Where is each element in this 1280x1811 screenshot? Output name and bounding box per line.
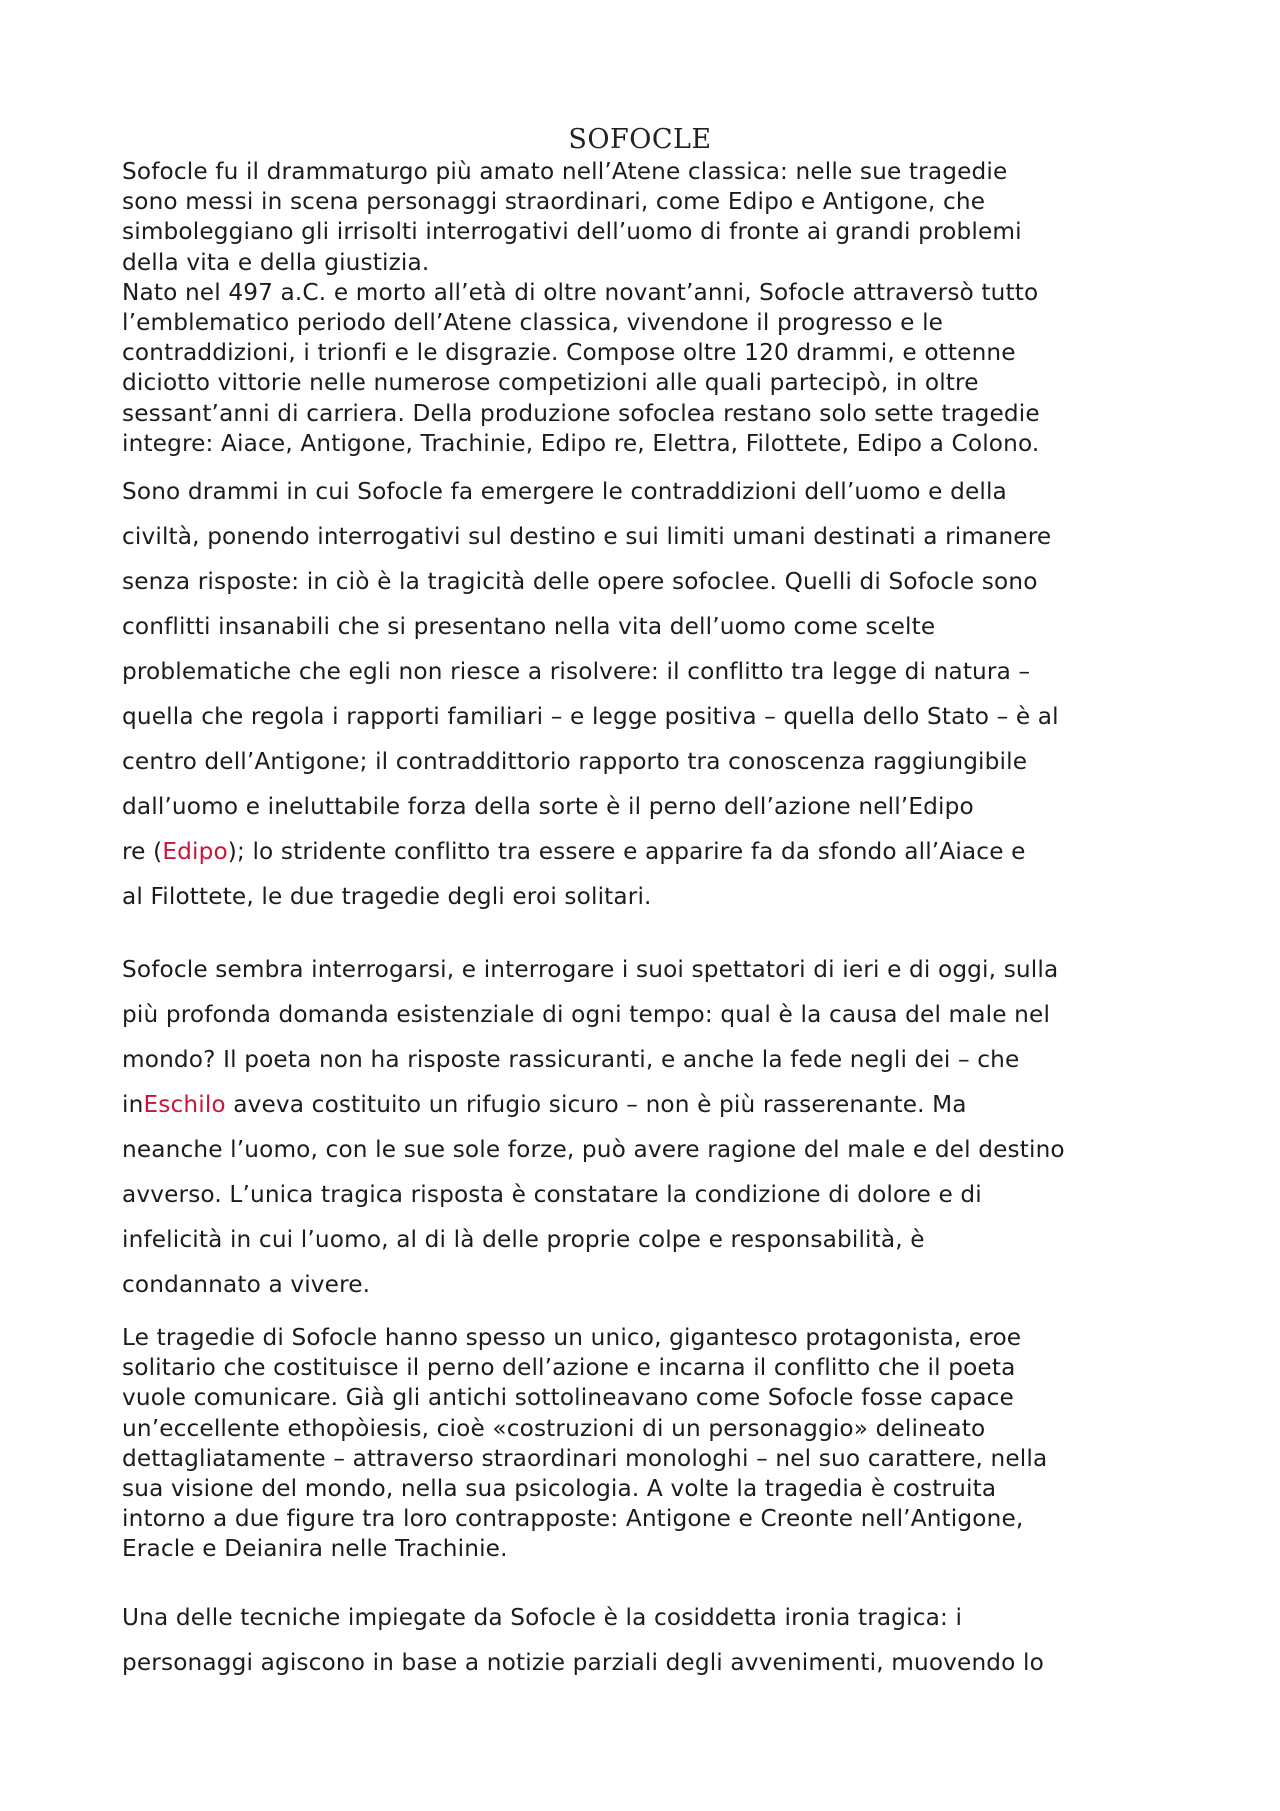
text-line: Sofocle fu il drammaturgo più amato nell’Atene classica: nelle sue tragedie [122, 158, 1008, 185]
text-line: condannato a vivere. [122, 1271, 371, 1298]
text-line: dall’uomo e ineluttabile forza della sorte è il perno dell’azione nell’Edipo [122, 793, 974, 820]
edipo-link[interactable]: Edipo [162, 838, 228, 865]
text-line: avverso. L’unica tragica risposta è constatare la condizione di dolore e di [122, 1181, 982, 1208]
text-line: problematiche che egli non riesce a risolvere: il conflitto tra legge di natura – [122, 658, 1031, 685]
text-line: conflitti insanabili che si presentano nella vita dell’uomo come scelte [122, 613, 936, 640]
text-line [122, 829, 1182, 874]
text-line: contraddizioni, i trionfi e le disgrazie. Compose oltre 120 drammi, e ottenne [122, 339, 1016, 367]
text-line: Una delle tecniche impiegate da Sofocle è la cosiddetta ironia tragica: i [122, 1604, 963, 1631]
paragraph-intro [122, 157, 1182, 459]
text-line: sessant’anni di carriera. Della produzione sofoclea restano solo sette tragedie [122, 399, 1040, 427]
text-fragment: in [122, 1091, 144, 1118]
text-line: mondo? Il poeta non ha risposte rassicuranti, e anche la fede negli dei – che [122, 1046, 1020, 1073]
paragraph-conflicts [122, 469, 1182, 919]
paragraph-irony [122, 1595, 1182, 1685]
text-line: simboleggiano gli irrisolti interrogativi dell’uomo di fronte ai grandi problemi [122, 218, 1022, 246]
text-line: Sofocle sembra interrogarsi, e interrogare i suoi spettatori di ieri e di oggi, sulla [122, 956, 1059, 983]
text-line: civiltà, ponendo interrogativi sul destino e sui limiti umani destinati a rimanere [122, 523, 1052, 550]
text-line: Sono drammi in cui Sofocle fa emergere le contraddizioni dell’uomo e della [122, 478, 1007, 505]
text-line: Le tragedie di Sofocle hanno spesso un unico, gigantesco protagonista, eroe [122, 1324, 1022, 1351]
text-line: al Filottete, le due tragedie degli eroi solitari. [122, 883, 652, 910]
text-line: personaggi agiscono in base a notizie parziali degli avvenimenti, muovendo lo [122, 1649, 1044, 1676]
paragraph-evil [122, 947, 1182, 1307]
text-fragment: aveva costituito un rifugio sicuro – non è più rasserenante. Ma [225, 1091, 967, 1118]
text-line: senza risposte: in ciò è la tragicità delle opere sofoclee. Quelli di Sofocle sono [122, 568, 1038, 595]
text-line: neanche l’uomo, con le sue sole forze, può avere ragione del male e del destino [122, 1136, 1065, 1163]
text-line: centro dell’Antigone; il contraddittorio rapporto tra conoscenza raggiungibile [122, 748, 1028, 775]
text-line: vuole comunicare. Già gli antichi sottolineavano come Sofocle fosse capace [122, 1384, 1014, 1412]
text-line: sono messi in scena personaggi straordinari, come Edipo e Antigone, che [122, 188, 986, 216]
text-line: integre: Aiace, Antigone, Trachinie, Edipo re, Elettra, Filottete, Edipo a Colono. [122, 429, 1040, 457]
text-line: dettagliatamente – attraverso straordinari monologhi – nel suo carattere, nella [122, 1444, 1048, 1472]
text-line: più profonda domanda esistenziale di ogni tempo: qual è la causa del male nel [122, 1001, 1051, 1028]
text-line: un’eccellente ethopòiesis, cioè «costruzioni di un personaggio» delineato [122, 1414, 986, 1442]
text-line [122, 1082, 1182, 1127]
text-line: solitario che costituisce il perno dell’azione e incarna il conflitto che il poeta [122, 1354, 1016, 1382]
text-line: Nato nel 497 a.C. e morto all’età di oltre novant’anni, Sofocle attraversò tutto [122, 278, 1039, 306]
text-line: quella che regola i rapporti familiari – e legge positiva – quella dello Stato – è al [122, 703, 1059, 730]
paragraph-protagonist [122, 1323, 1182, 1565]
eschilo-link[interactable]: Eschilo [143, 1091, 226, 1118]
document-title: SOFOCLE [568, 124, 712, 155]
text-fragment: re ( [122, 838, 163, 865]
text-line: infelicità in cui l’uomo, al di là delle proprie colpe e responsabilità, è [122, 1226, 925, 1253]
text-line: l’emblematico periodo dell’Atene classica, vivendone il progresso e le [122, 309, 944, 337]
text-line: intorno a due figure tra loro contrapposte: Antigone e Creonte nell’Antigone, [122, 1505, 1024, 1533]
text-line: diciotto vittorie nelle numerose competizioni alle quali partecipò, in oltre [122, 369, 979, 397]
text-line: sua visione del mondo, nella sua psicologia. A volte la tragedia è costruita [122, 1475, 997, 1503]
text-line: della vita e della giustizia. [122, 248, 430, 276]
text-line: Eracle e Deianira nelle Trachinie. [122, 1535, 508, 1563]
text-fragment: ); lo stridente conflitto tra essere e apparire fa da sfondo all’Aiace e [227, 838, 1026, 865]
